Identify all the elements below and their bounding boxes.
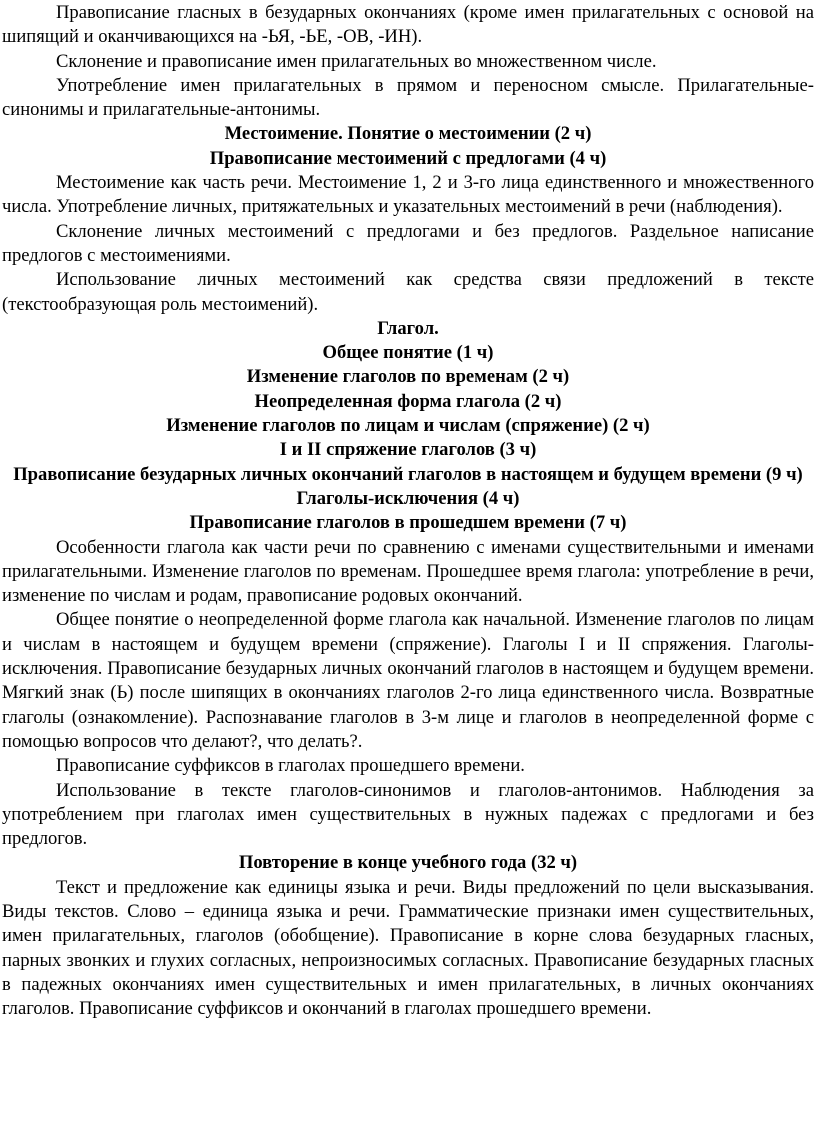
section-heading: Правописание безударных личных окончаний глаголов в настоящем и будущем времени (9 ч)	[13, 463, 803, 485]
section-heading: Местоимение. Понятие о местоимении (2 ч)	[224, 123, 592, 145]
paragraph: Употребление имен прилагательных в прямом и переносном смысле. Прилагательные-синонимы и прилагательные-антонимы.	[2, 74, 814, 121]
section-heading: Глагол.	[377, 317, 439, 339]
section-heading: Изменение глаголов по лицам и числам (спряжение) (2 ч)	[166, 415, 650, 437]
section-heading: Общее понятие (1 ч)	[322, 342, 494, 364]
section-heading: Правописание местоимений с предлогами (4 ч)	[209, 147, 607, 169]
paragraph: Правописание гласных в безударных окончаниях (кроме имен прилагательных с основой на шипящий и оканчивающихся на -ЬЯ, -ЬЕ, -ОВ, -ИН).	[2, 2, 814, 48]
section-heading: Повторение в конце учебного года (32 ч)	[238, 852, 578, 874]
paragraph: Склонение личных местоимений с предлогами и без предлогов. Раздельное написание предлогов с местоимениями.	[2, 220, 814, 266]
paragraph: Использование личных местоимений как средства связи предложений в тексте (текстообразующая роль местоимений).	[2, 269, 814, 315]
section-heading: Изменение глаголов по временам (2 ч)	[246, 366, 570, 388]
section-heading: Неопределенная форма глагола (2 ч)	[254, 390, 562, 412]
section-heading: Глаголы-исключения (4 ч)	[296, 487, 520, 509]
paragraph: Склонение и правописание имен прилагательных во множественном числе.	[56, 50, 657, 72]
paragraph: Текст и предложение как единицы языка и речи. Виды предложений по цели высказывания. Виды текстов. Слово – единица языка и речи. Грамматические признаки имен существительных, имен прилагательных, глаголов (обобщение). Правописание в корне слова безударных гласных, парных звонких и глухих согласных, непроизносимых согласных. Правописание безударных гласных в падежных окончаниях имен существительных и имен прилагательных, в личных окончаниях глаголов. Правописание суффиксов и окончаний в глаголах прошедшего времени.	[2, 876, 814, 1020]
paragraph: Использование в тексте глаголов-синонимов и глаголов-антонимов. Наблюдения за употреблением при глаголах имен существительных в нужных падежах с предлогами и без предлогов.	[2, 779, 814, 850]
section-heading: I и II спряжение глаголов (3 ч)	[279, 439, 537, 461]
paragraph: Общее понятие о неопределенной форме глагола как начальной. Изменение глаголов по лицам и числам в настоящем и будущем времени (спряжение). Глаголы I и II спряжения. Глаголы-исключения. Правописание безударных личных окончаний глаголов в настоящем и будущем времени. Мягкий знак (Ь) после шипящих в окончаниях глаголов 2-го лица единственного числа. Возвратные глаголы (ознакомление). Распознавание глаголов в 3-м лице и глаголов в неопределенной форме с помощью вопросов что делают?, что делать?.	[2, 609, 814, 752]
section-heading: Правописание глаголов в прошедшем времени (7 ч)	[189, 512, 627, 534]
paragraph: Правописание суффиксов в глаголах прошедшего времени.	[56, 755, 525, 777]
paragraph: Особенности глагола как части речи по сравнению с именами существительными и именами прилагательными. Изменение глаголов по временам. Прошедшее время глагола: употребление в речи, изменение по числам и родам, правописание родовых окончаний.	[2, 536, 814, 607]
paragraph: Местоимение как часть речи. Местоимение 1, 2 и 3-го лица единственного и множественного числа. Употребление личных, притяжательных и указательных местоимений в речи (наблюдения).	[2, 172, 814, 218]
